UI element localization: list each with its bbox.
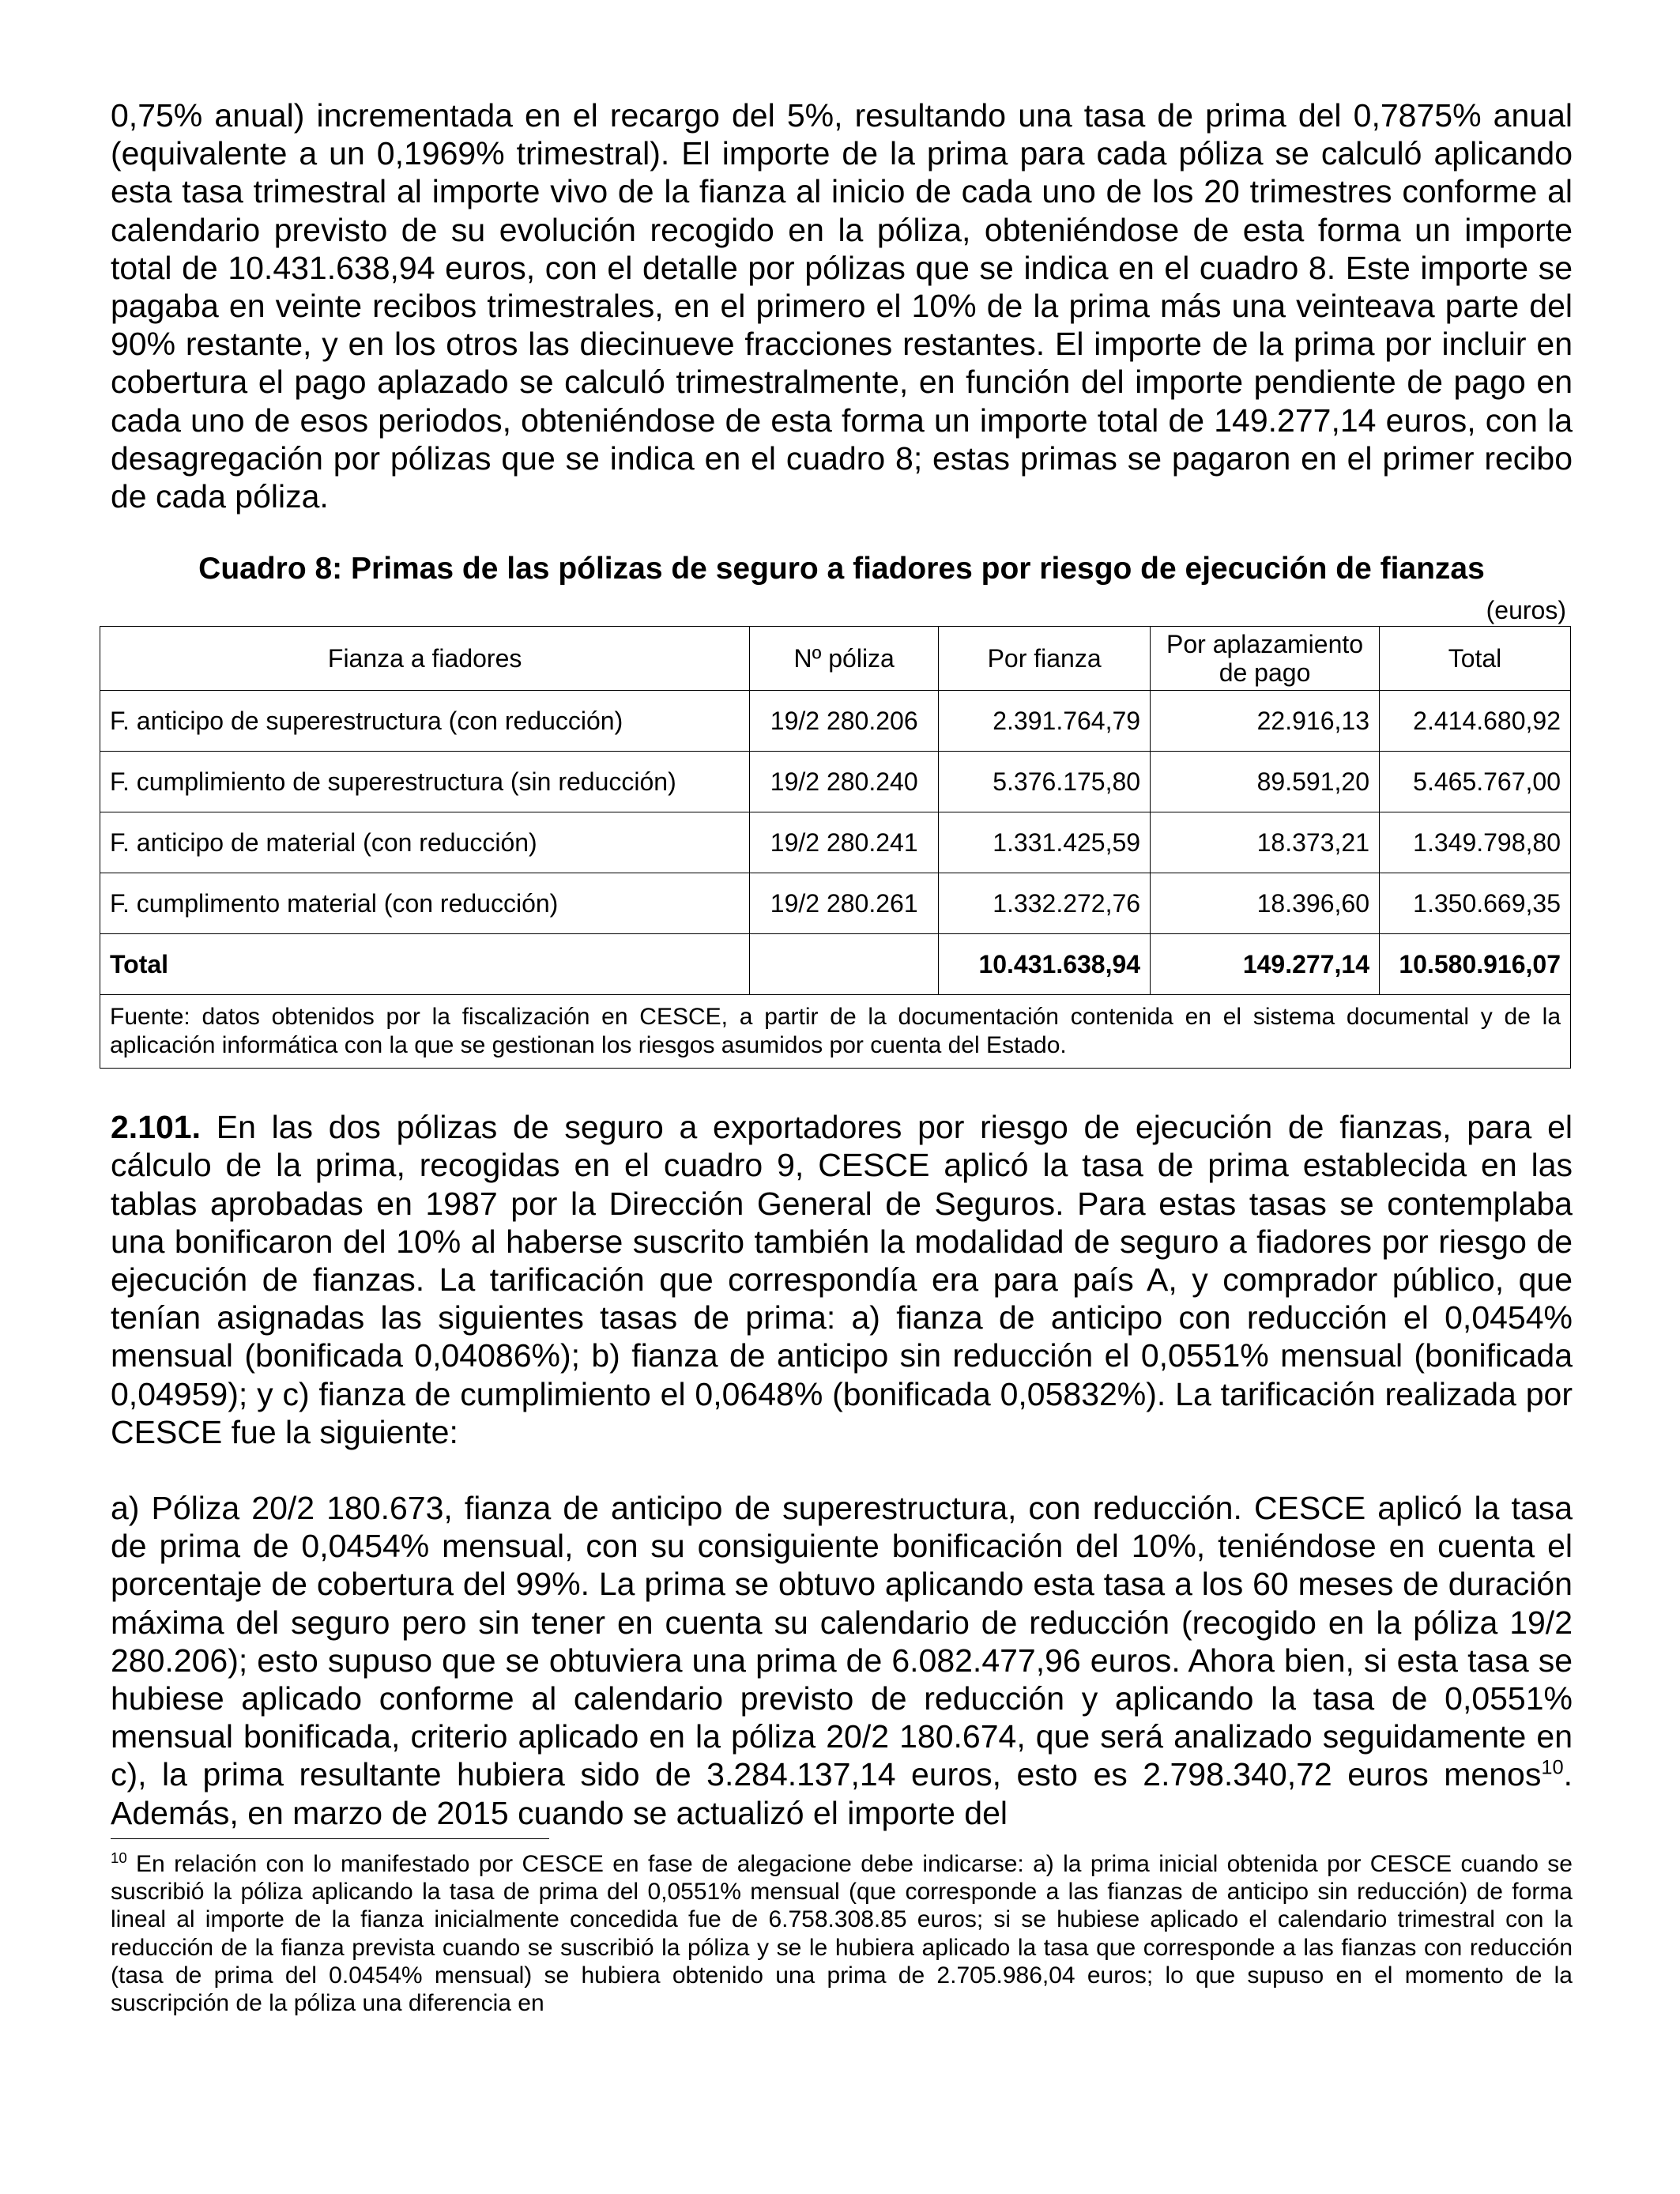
total-por-aplazamiento: 149.277,14 <box>1151 934 1380 995</box>
footnote <box>111 1850 1573 2018</box>
header-por-fianza: Por fianza <box>939 627 1151 691</box>
intro-paragraph: 0,75% anual) incrementada en el recargo del 5%, resultando una tasa de prima del 0,7875% anual (equivalente a un 0,1969% trimestral). El importe de la prima para cada póliza se calculó aplicando esta tasa trimestral al importe vivo de la fianza al inicio de cada uno de los 20 trimestres conforme al calendario previsto de su evolución recogido en la póliza, obteniéndose de esta forma un importe total de 10.431.638,94 euros, con el detalle por pólizas que se indica en el cuadro 8. Este importe se pagaba en veinte recibos trimestrales, en el primero el 10% de la prima más una veinteava parte del 90% restante, y en los otros las diecinueve fracciones restantes. El importe de la prima por incluir en cobertura el pago aplazado se calculó trimestralmente, en función del importe pendiente de pago en cada uno de esos periodos, obteniéndose de esta forma un importe total de 149.277,14 euros, con la desagregación por pólizas que se indica en el cuadro 8; estas primas se pagaron en el primer recibo de cada póliza. <box>111 97 1573 515</box>
cell-por-fianza: 2.391.764,79 <box>939 691 1151 752</box>
section-2101 <box>111 1108 1573 1451</box>
header-poliza: Nº póliza <box>750 627 939 691</box>
table-total-row <box>100 934 1571 995</box>
paragraph-a-text: a) Póliza 20/2 180.673, fianza de anticipo de superestructura, con reducción. CESCE aplicó la tasa de prima de 0,0454% mensual, con su consiguiente bonificación del 10%, teniéndose en cuenta el porcentaje de cobertura del 99%. La prima se obtuvo aplicando esta tasa a los 60 meses de duración máxima del seguro pero sin tener en cuenta su calendario de reducción (recogido en la póliza 19/2 280.206); esto supuso que se obtuviera una prima de 6.082.477,96 euros. Ahora bien, si esta tasa se hubiese aplicado conforme al calendario previsto de reducción y aplicando la tasa de 0,0551% mensual bonificada, criterio aplicado en la póliza 20/2 180.674, que será analizado seguidamente en c), la prima resultante hubiera sido de 3.284.137,14 euros, esto es 2.798.340,72 euros menos <box>111 1490 1573 1793</box>
section-number: 2.101. <box>111 1109 201 1146</box>
table-header-row <box>100 627 1571 691</box>
cell-fianza: F. anticipo de superestructura (con reducción) <box>100 691 750 752</box>
cell-por-fianza: 1.331.425,59 <box>939 812 1151 873</box>
cell-poliza: 19/2 280.240 <box>750 752 939 812</box>
cell-por-aplazamiento: 18.396,60 <box>1151 873 1380 934</box>
header-por-aplazamiento: Por aplazamiento de pago <box>1151 627 1380 691</box>
cell-total: 2.414.680,92 <box>1379 691 1570 752</box>
section-2101-text: En las dos pólizas de seguro a exportadores por riesgo de ejecución de fianzas, para el cálculo de la prima, recogidas en el cuadro 9, CESCE aplicó la tasa de prima establecida en las tablas aprobadas en 1987 por la Dirección General de Seguros. Para estas tasas se contemplaba una bonificaron del 10% al haberse suscrito también la modalidad de seguro a fiadores por riesgo de ejecución de fianzas. La tarificación que correspondía era para país A, y comprador público, que tenían asignadas las siguientes tasas de prima: a) fianza de anticipo con reducción el 0,0454% mensual (bonificada 0,04086%); b) fianza de anticipo sin reducción el 0,0551% mensual (bonificada 0,04959); y c) fianza de cumplimiento el 0,0648% (bonificada 0,05832%). La tarificación realizada por CESCE fue la siguiente: <box>111 1109 1573 1450</box>
table-row <box>100 691 1571 752</box>
cell-fianza: F. cumplimento material (con reducción) <box>100 873 750 934</box>
document-page <box>111 96 1573 2018</box>
cell-poliza: 19/2 280.206 <box>750 691 939 752</box>
cell-por-aplazamiento: 22.916,13 <box>1151 691 1380 752</box>
table-caption: Cuadro 8: Primas de las pólizas de seguro a fiadores por riesgo de ejecución de fianzas <box>198 552 1485 586</box>
footnote-reference: 10 <box>1541 1756 1564 1779</box>
cell-poliza: 19/2 280.241 <box>750 812 939 873</box>
table-row <box>100 812 1571 873</box>
cell-por-fianza: 1.332.272,76 <box>939 873 1151 934</box>
cell-por-aplazamiento: 89.591,20 <box>1151 752 1380 812</box>
cell-fianza: F. anticipo de material (con reducción) <box>100 812 750 873</box>
paragraph-a <box>111 1489 1573 1832</box>
table-units: (euros) <box>1486 596 1566 625</box>
footnote-number: 10 <box>111 1849 127 1866</box>
footnote-text: En relación con lo manifestado por CESCE en fase de alegacione debe indicarse: a) la prima inicial obtenida por CESCE cuando se suscribió la póliza aplicando la tasa de prima del 0,0551% mensual (que corresponde a las fianzas de anticipo sin reducción) de forma lineal al importe de la fianza inicialmente concedida fue de 6.758.308.85 euros; si se hubiese aplicado el calendario trimestral con la reducción de la fianza prevista cuando se suscribió la póliza y se le hubiera aplicado la tasa que corresponde a las fianzas con reducción (tasa de prima del 0.0454% mensual) se hubiera obtenido una prima de 2.705.986,04 euros; lo que supuso en el momento de la suscripción de la póliza una diferencia en <box>111 1850 1573 2017</box>
footnote-divider <box>111 1838 549 1839</box>
premiums-table <box>100 626 1571 1069</box>
header-total: Total <box>1379 627 1570 691</box>
cell-total: 1.349.798,80 <box>1379 812 1570 873</box>
total-por-fianza: 10.431.638,94 <box>939 934 1151 995</box>
header-fianza: Fianza a fiadores <box>100 627 750 691</box>
total-poliza-empty <box>750 934 939 995</box>
cell-por-fianza: 5.376.175,80 <box>939 752 1151 812</box>
cell-poliza: 19/2 280.261 <box>750 873 939 934</box>
total-label: Total <box>100 934 750 995</box>
cell-total: 1.350.669,35 <box>1379 873 1570 934</box>
cell-fianza: F. cumplimiento de superestructura (sin reducción) <box>100 752 750 812</box>
table-source: Fuente: datos obtenidos por la fiscalización en CESCE, a partir de la documentación contenida en el sistema documental y de la aplicación informática con la que se gestionan los riesgos asumidos por cuenta del Estado. <box>100 995 1571 1069</box>
cell-total: 5.465.767,00 <box>1379 752 1570 812</box>
paragraph-a-text-after: . Además, en marzo de 2015 cuando se actualizó el importe del <box>111 1756 1573 1831</box>
table-row <box>100 752 1571 812</box>
cell-por-aplazamiento: 18.373,21 <box>1151 812 1380 873</box>
table-source-row <box>100 995 1571 1069</box>
total-total: 10.580.916,07 <box>1379 934 1570 995</box>
table-row <box>100 873 1571 934</box>
